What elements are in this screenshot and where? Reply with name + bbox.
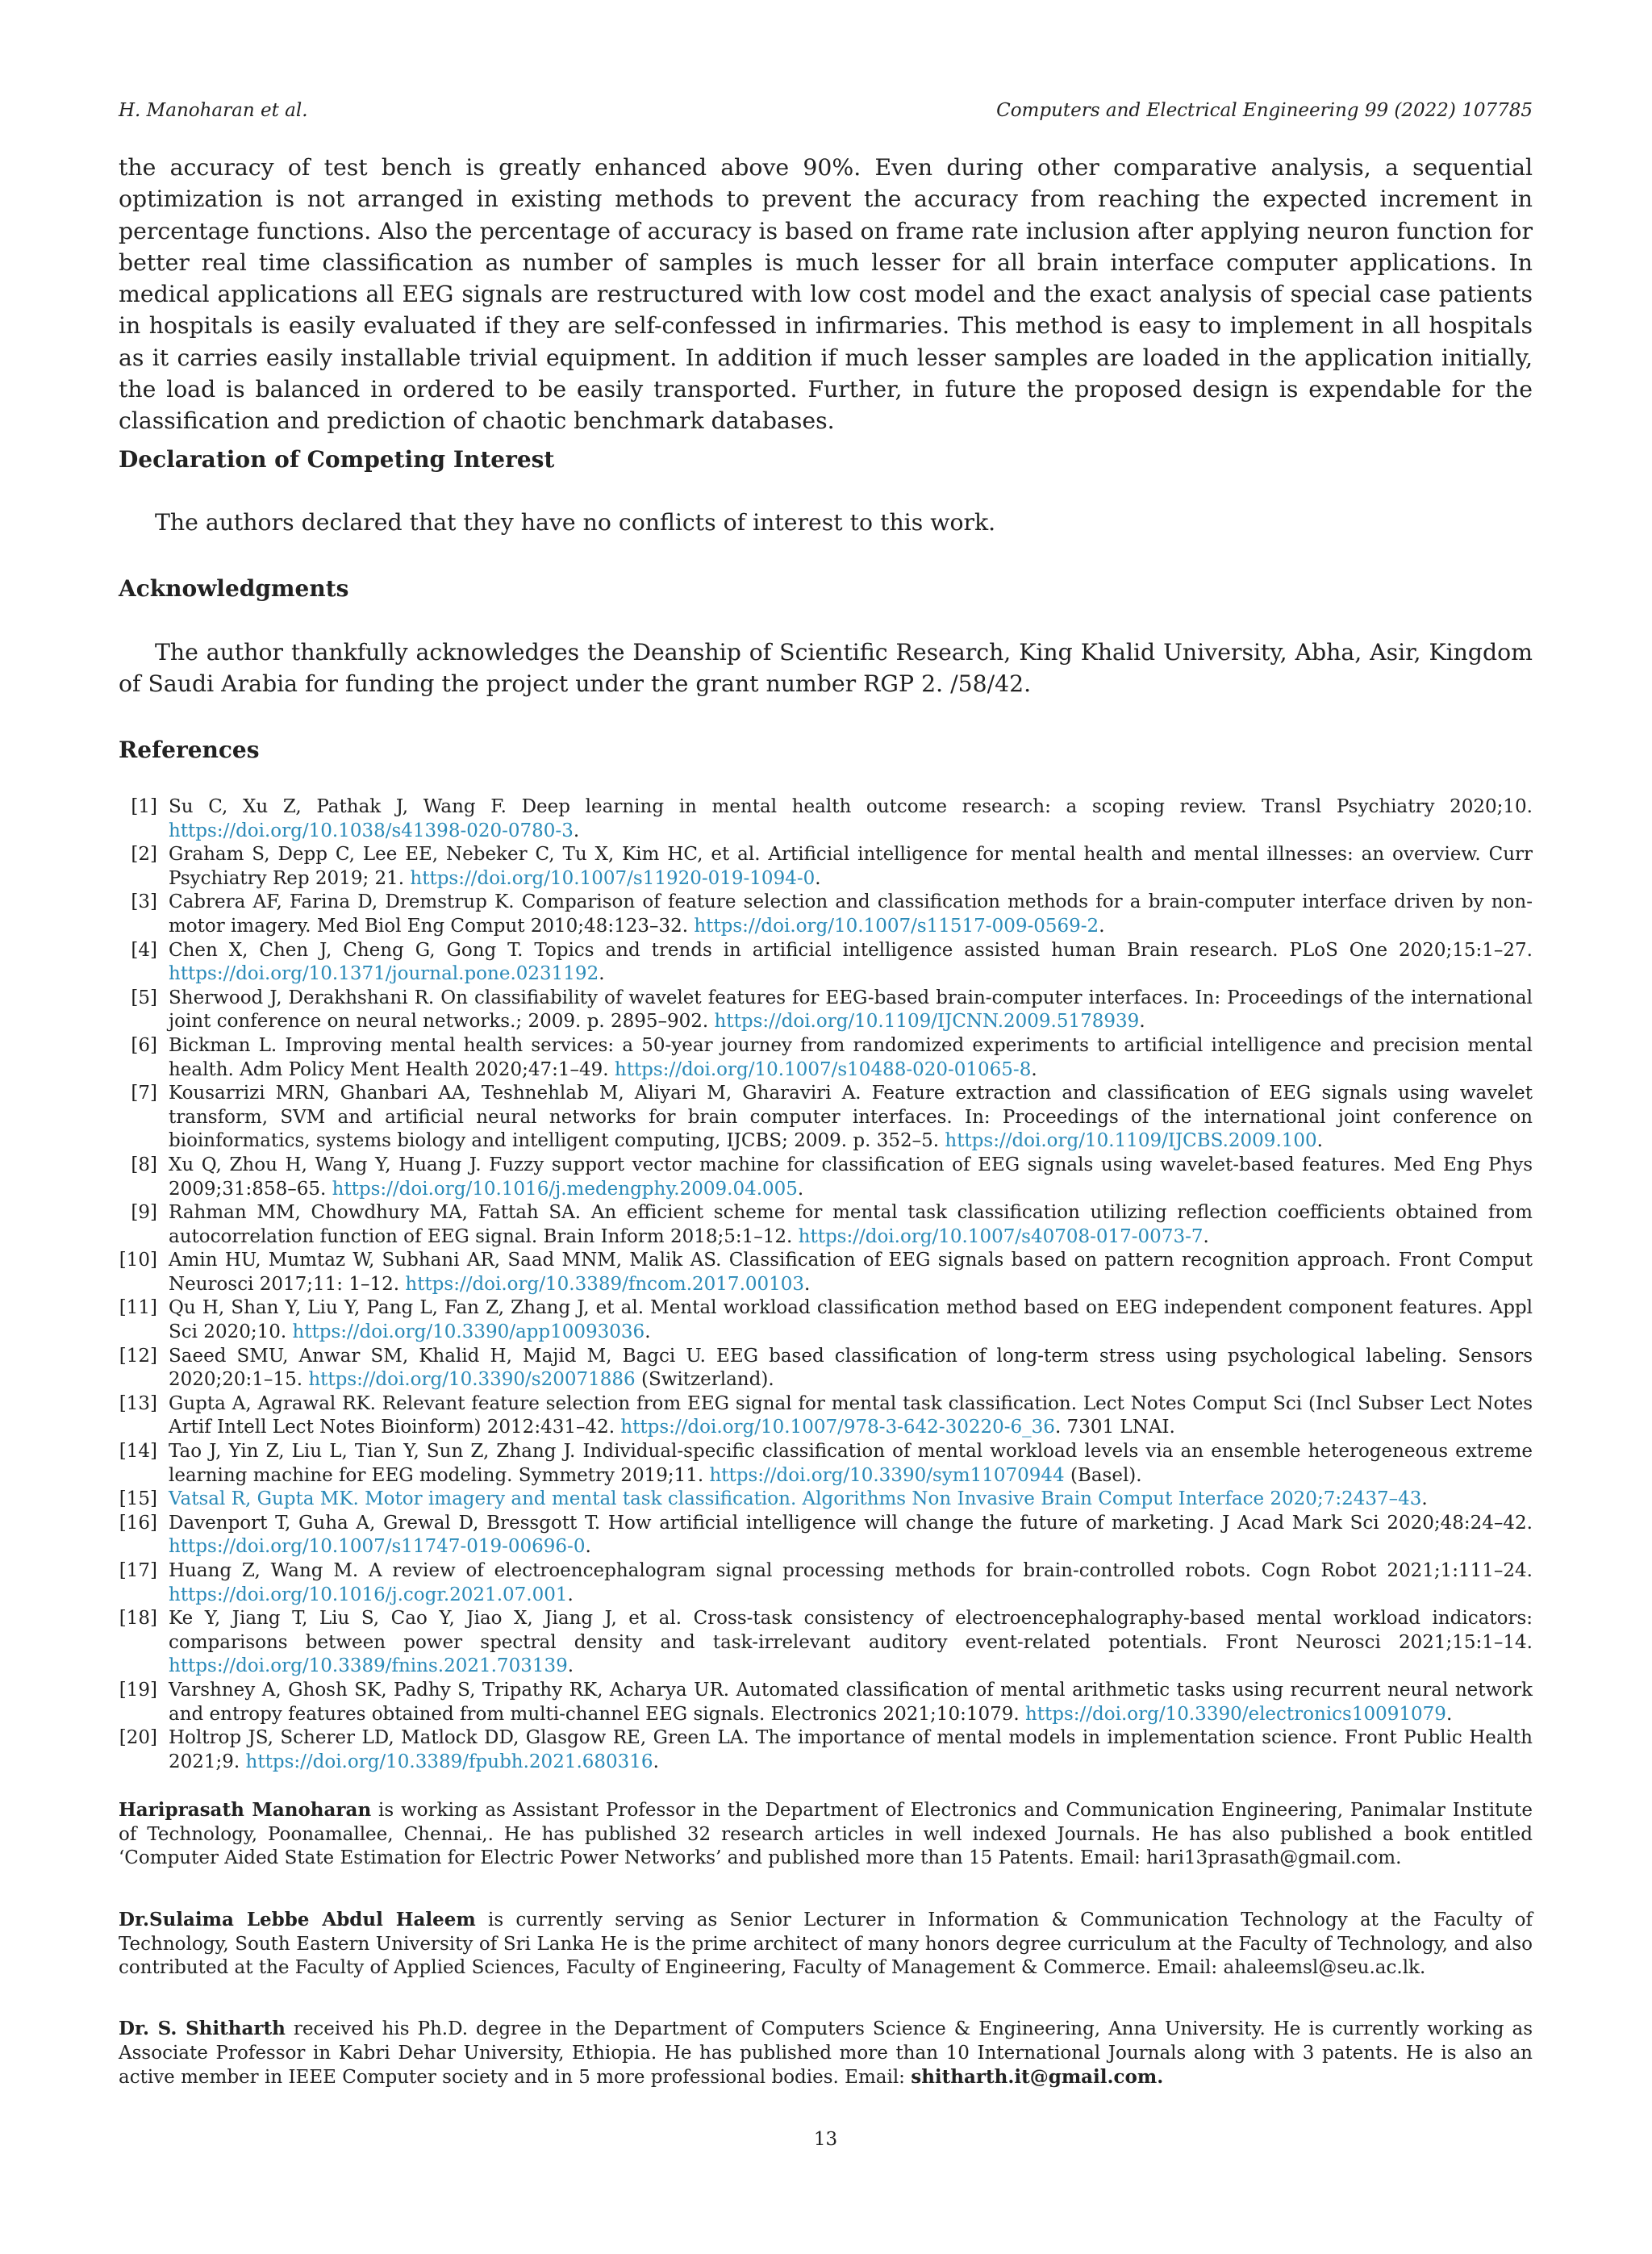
reference-item [119, 1559, 1533, 1607]
reference-number: [8] [131, 1154, 157, 1175]
bio-text: is working as Assistant Professor in the Department of Electronics and Communication Engineering, Panimalar Institute of Technology, Poonamallee, Chennai,. He has published 32 research articles in well indexed Journals. He has also published a book entitled ‘Computer Aided State Estimation for Electric Power Networks’ and published more than 15 Patents. Email: hari13prasath@gmail.com. [119, 1800, 1533, 1869]
reference-text [169, 1082, 1533, 1154]
reference-suffix: . [599, 963, 605, 985]
reference-suffix: . [585, 1536, 591, 1558]
reference-text [169, 1154, 1533, 1201]
reference-text [169, 1512, 1533, 1559]
ack-text: The author thankfully acknowledges the Deanship of Scientific Research, King Khalid University, Abha, Asir, Kingdom of Saudi Arabia for funding the project under the grant number RGP 2. /58/42. [119, 639, 1533, 698]
reference-number: [20] [119, 1727, 157, 1749]
page [119, 0, 1533, 2254]
reference-doi-link[interactable]: https://doi.org/10.3390/s20071886 [308, 1369, 636, 1391]
intro-paragraph-block [119, 152, 1533, 437]
reference-doi-link[interactable]: https://doi.org/10.1007/s11920-019-1094-0 [410, 867, 816, 889]
bio-text: is currently serving as Senior Lecturer in Information & Communication Technology at the Faculty of Technology, South Eastern University of Sri Lanka He is the prime architect of many honors degree curriculum at the Faculty of Technology, and also contributed at the Faculty of Applied Sciences, Faculty of Engineering, Faculty of Management & Commerce. Email: ahaleemsl@seu.ac.lk. [119, 1910, 1533, 1979]
reference-item [119, 843, 1533, 891]
reference-doi-link[interactable]: https://doi.org/10.3390/sym11070944 [709, 1464, 1065, 1486]
reference-text [169, 1726, 1533, 1774]
reference-item [119, 1392, 1533, 1440]
bio-name: Dr.Sulaima Lebbe Abdul Haleem [119, 1909, 476, 1931]
bio-manoharan [119, 1798, 1533, 1871]
reference-suffix: . [1446, 1703, 1453, 1725]
reference-doi-link[interactable]: https://doi.org/10.3389/fpubh.2021.680316 [245, 1751, 653, 1772]
reference-citation: Amin HU, Mumtaz W, Subhani AR, Saad MNM, Malik AS. Classification of EEG signals based on pattern recognition approach. Front Comput Neurosci 2017;11: 1–12. [169, 1250, 1533, 1295]
competing-text: The authors declared that they have no conflicts of interest to this work. [155, 509, 996, 536]
reference-suffix: . [815, 867, 821, 889]
reference-doi-link[interactable]: https://doi.org/10.3389/fncom.2017.00103 [405, 1273, 805, 1295]
header-journal: Computers and Electrical Engineering 99 (2022) 107785 [996, 100, 1533, 121]
reference-item [119, 1249, 1533, 1296]
references-heading: References [119, 737, 260, 763]
reference-doi-link[interactable]: https://doi.org/10.1109/IJCBS.2009.100 [945, 1130, 1317, 1152]
bio-text: received his Ph.D. degree in the Department of Computers Science & Engineering, Anna University. He is currently working as Associate Professor in Kabri Dehar University, Ethiopia. He has published more than 10 International Journals along with 3 patents. He is also an active member in IEEE Computer society and in 5 more professional bodies. Email: [119, 2018, 1533, 2089]
reference-item [119, 1296, 1533, 1344]
reference-number: [5] [131, 987, 157, 1008]
reference-doi-link[interactable]: https://doi.org/10.1016/j.medengphy.2009.04.005 [332, 1178, 798, 1200]
bio-name: Dr. S. Shitharth [119, 2018, 286, 2039]
reference-item [119, 1488, 1533, 1512]
reference-doi-link[interactable]: https://doi.org/10.1016/j.cogr.2021.07.001 [169, 1584, 568, 1605]
reference-citation: Gupta A, Agrawal RK. Relevant feature selection from EEG signal for mental task classification. Lect Notes Comput Sci (Incl Subser Lect Notes Artif Intell Lect Notes Bioinform) 2012:431–42. [169, 1392, 1533, 1438]
reference-number: [16] [119, 1512, 157, 1534]
reference-citation: Qu H, Shan Y, Liu Y, Pang L, Fan Z, Zhang J, et al. Mental workload classification method based on EEG independent component features. Appl Sci 2020;10. [169, 1297, 1533, 1343]
reference-item [119, 891, 1533, 938]
reference-citation: Rahman MM, Chowdhury MA, Fattah SA. An efficient scheme for mental task classification utilizing reflection coefficients obtained from autocorrelation function of EEG signal. Brain Inform 2018;5:1–12. [169, 1202, 1533, 1247]
bio-name: Hariprasath Manoharan [119, 1799, 372, 1821]
reference-citation: Holtrop JS, Scherer LD, Matlock DD, Glasgow RE, Green LA. The importance of mental models in implementation science. Front Public Health 2021;9. [169, 1727, 1533, 1772]
competing-heading: Declaration of Competing Interest [119, 446, 555, 473]
reference-item [119, 795, 1533, 843]
reference-list [119, 795, 1533, 1774]
reference-doi-link[interactable]: https://doi.org/10.1109/IJCNN.2009.5178939 [714, 1011, 1140, 1033]
reference-suffix: . [567, 1584, 574, 1605]
reference-item [119, 1440, 1533, 1488]
reference-text [169, 1559, 1533, 1607]
reference-text [169, 1392, 1533, 1440]
reference-item [119, 987, 1533, 1034]
reference-text [169, 939, 1533, 987]
bio-shitharth [119, 2017, 1533, 2090]
reference-doi-link[interactable]: https://doi.org/10.1371/journal.pone.0231192 [169, 963, 599, 985]
reference-doi-link[interactable]: https://doi.org/10.3389/fnins.2021.703139 [169, 1655, 568, 1677]
reference-item [119, 1345, 1533, 1392]
reference-suffix: . [653, 1751, 659, 1772]
reference-text [169, 1488, 1533, 1512]
reference-citation: Tao J, Yin Z, Liu L, Tian Y, Sun Z, Zhang J. Individual-specific classification of mental workload levels via an ensemble heterogeneous extreme learning machine for EEG modeling. Symmetry 2019;11. [169, 1441, 1533, 1486]
reference-citation: Su C, Xu Z, Pathak J, Wang F. Deep learning in mental health outcome research: a scoping review. Transl Psychiatry 2020;10. [169, 796, 1533, 817]
reference-citation: Bickman L. Improving mental health services: a 50-year journey from randomized experiments to artificial intelligence and precision mental health. Adm Policy Ment Health 2020;47:1–49. [169, 1034, 1533, 1080]
reference-number: [6] [131, 1034, 157, 1056]
reference-text [169, 1034, 1533, 1082]
reference-number: [18] [119, 1608, 157, 1630]
reference-number: [4] [131, 939, 157, 961]
reference-suffix: (Switzerland). [635, 1369, 774, 1391]
header-authors: H. Manoharan et al. [119, 100, 308, 121]
bio-haleem [119, 1908, 1533, 1981]
reference-citation: Varshney A, Ghosh SK, Padhy S, Tripathy RK, Acharya UR. Automated classification of mental arithmetic tasks using recurrent neural network and entropy features obtained from multi-channel EEG signals. Electronics 2021;10:1079. [169, 1679, 1533, 1725]
page-number: 13 [813, 2129, 838, 2150]
reference-text [169, 1607, 1533, 1679]
reference-suffix: . [1139, 1011, 1145, 1033]
reference-suffix: . [1421, 1488, 1428, 1510]
reference-number: [17] [119, 1560, 157, 1581]
reference-item [119, 1082, 1533, 1154]
reference-number: [12] [119, 1345, 157, 1367]
reference-text [169, 1249, 1533, 1296]
reference-item [119, 1154, 1533, 1201]
reference-text [169, 1679, 1533, 1726]
reference-text [169, 843, 1533, 891]
reference-text [169, 891, 1533, 938]
ack-heading: Acknowledgments [119, 575, 349, 602]
reference-item [119, 1034, 1533, 1082]
reference-doi-link[interactable]: https://doi.org/10.1007/978-3-642-30220-6_36 [620, 1417, 1055, 1438]
reference-item [119, 939, 1533, 987]
reference-number: [7] [131, 1083, 157, 1104]
reference-citation: Chen X, Chen J, Cheng G, Gong T. Topics and trends in artificial intelligence assisted human Brain research. PLoS One 2020;15:1–27. [169, 939, 1533, 961]
intro-paragraph: the accuracy of test bench is greatly enhanced above 90%. Even during other comparative analysis, a sequential optimization is not arranged in existing methods to prevent the accuracy from reaching the expected increment in percentage functions. Also the percentage of accuracy is based on frame rate inclusion after applying neuron function for better real time classification as number of samples is much lesser for all brain interface computer applications. In medical applications all EEG signals are restructured with low cost model and the exact analysis of special case patients in hospitals is easily evaluated if they are self-confessed in infirmaries. This method is easy to implement in all hospitals as it carries easily installable trivial equipment. In addition if much lesser samples are loaded in the application initially, the load is balanced in ordered to be easily transported. Further, in future the proposed design is expendable for the classification and prediction of chaotic benchmark databases. [119, 154, 1533, 435]
reference-suffix: . [573, 820, 580, 841]
reference-citation: Xu Q, Zhou H, Wang Y, Huang J. Fuzzy support vector machine for classification of EEG signals using wavelet-based features. Med Eng Phys 2009;31:858–65. [169, 1154, 1533, 1200]
reference-suffix: . 7301 LNAI. [1054, 1417, 1175, 1438]
reference-number: [11] [119, 1297, 157, 1319]
reference-number: [3] [131, 891, 157, 913]
reference-suffix: . [804, 1273, 811, 1295]
reference-suffix: . [1031, 1058, 1037, 1080]
reference-number: [1] [131, 796, 157, 817]
reference-citation: Davenport T, Guha A, Grewal D, Bressgott T. How artificial intelligence will change the future of marketing. J Acad Mark Sci 2020;48:24–42. [169, 1512, 1533, 1534]
reference-text [169, 1296, 1533, 1344]
reference-doi-link[interactable]: https://doi.org/10.1007/s11747-019-00696-0 [169, 1536, 586, 1558]
reference-suffix: . [1203, 1225, 1209, 1247]
reference-doi-link[interactable]: https://doi.org/10.3390/electronics10091079 [1024, 1703, 1446, 1725]
reference-doi-link[interactable]: https://doi.org/10.1007/s40708-017-0073-7 [798, 1225, 1204, 1247]
reference-citation: Graham S, Depp C, Lee EE, Nebeker C, Tu X, Kim HC, et al. Artificial intelligence for mental health and mental illnesses: an overview. Curr Psychiatry Rep 2019; 21. [169, 844, 1533, 889]
reference-doi-link[interactable]: https://doi.org/10.1038/s41398-020-0780-3 [169, 820, 574, 841]
reference-suffix: . [1099, 915, 1105, 937]
reference-doi-link[interactable]: https://doi.org/10.3390/app10093036 [292, 1321, 645, 1343]
reference-number: [14] [119, 1441, 157, 1463]
reference-number: [10] [119, 1250, 157, 1271]
reference-number: [9] [131, 1202, 157, 1224]
reference-suffix: . [797, 1178, 804, 1200]
reference-doi-link[interactable]: https://doi.org/10.1007/s10488-020-01065-8 [614, 1058, 1032, 1080]
reference-citation: Kousarrizi MRN, Ghanbari AA, Teshnehlab M, Aliyari M, Gharaviri A. Feature extraction and classification of EEG signals using wavelet transform, SVM and artificial neural networks for brain computer interfaces. In: Proceedings of the international joint conference on bioinformatics, systems biology and intelligent computing, IJCBS; 2009. p. 352–5. [169, 1083, 1533, 1152]
reference-suffix: (Basel). [1064, 1464, 1142, 1486]
reference-item [119, 1726, 1533, 1774]
reference-citation: Saeed SMU, Anwar SM, Khalid H, Majid M, Bagci U. EEG based classification of long-term stress using psychological labeling. Sensors 2020;20:1–15. [169, 1345, 1533, 1391]
reference-citation: Ke Y, Jiang T, Liu S, Cao Y, Jiao X, Jiang J, et al. Cross-task consistency of electroencephalography-based mental workload indicators: comparisons between power spectral density and task-irrelevant auditory event-related potentials. Front Neurosci 2021;15:1–14. [169, 1608, 1533, 1653]
reference-doi-link[interactable]: Vatsal R, Gupta MK. Motor imagery and mental task classification. Algorithms Non Invasive Brain Comput Interface 2020;7:2437–43 [169, 1488, 1422, 1510]
reference-text [169, 1345, 1533, 1392]
reference-doi-link[interactable]: https://doi.org/10.1007/s11517-009-0569-2 [694, 915, 1099, 937]
reference-suffix: . [1316, 1130, 1323, 1152]
reference-suffix: . [567, 1655, 574, 1677]
reference-text [169, 987, 1533, 1034]
reference-number: [15] [119, 1488, 157, 1510]
reference-text [169, 795, 1533, 843]
reference-number: [2] [131, 844, 157, 866]
reference-citation: Cabrera AF, Farina D, Dremstrup K. Comparison of feature selection and classification methods for a brain-computer interface driven by non-motor imagery. Med Biol Eng Comput 2010;48:123–32. [169, 891, 1533, 937]
reference-text [169, 1440, 1533, 1488]
bio-email: shitharth.it@gmail.com. [911, 2066, 1164, 2089]
reference-item [119, 1512, 1533, 1559]
reference-text [169, 1201, 1533, 1249]
reference-suffix: . [645, 1321, 651, 1343]
reference-item [119, 1607, 1533, 1679]
reference-item [119, 1679, 1533, 1726]
reference-citation: Huang Z, Wang M. A review of electroencephalogram signal processing methods for brain-controlled robots. Cogn Robot 2021;1:111–24. [169, 1560, 1533, 1581]
reference-item [119, 1201, 1533, 1249]
reference-number: [19] [119, 1679, 157, 1701]
reference-citation: Sherwood J, Derakhshani R. On classifiability of wavelet features for EEG-based brain-computer interfaces. In: Proceedings of the international joint conference on neural networks.; 2009. p. 2895–902. [169, 987, 1533, 1033]
reference-number: [13] [119, 1392, 157, 1414]
